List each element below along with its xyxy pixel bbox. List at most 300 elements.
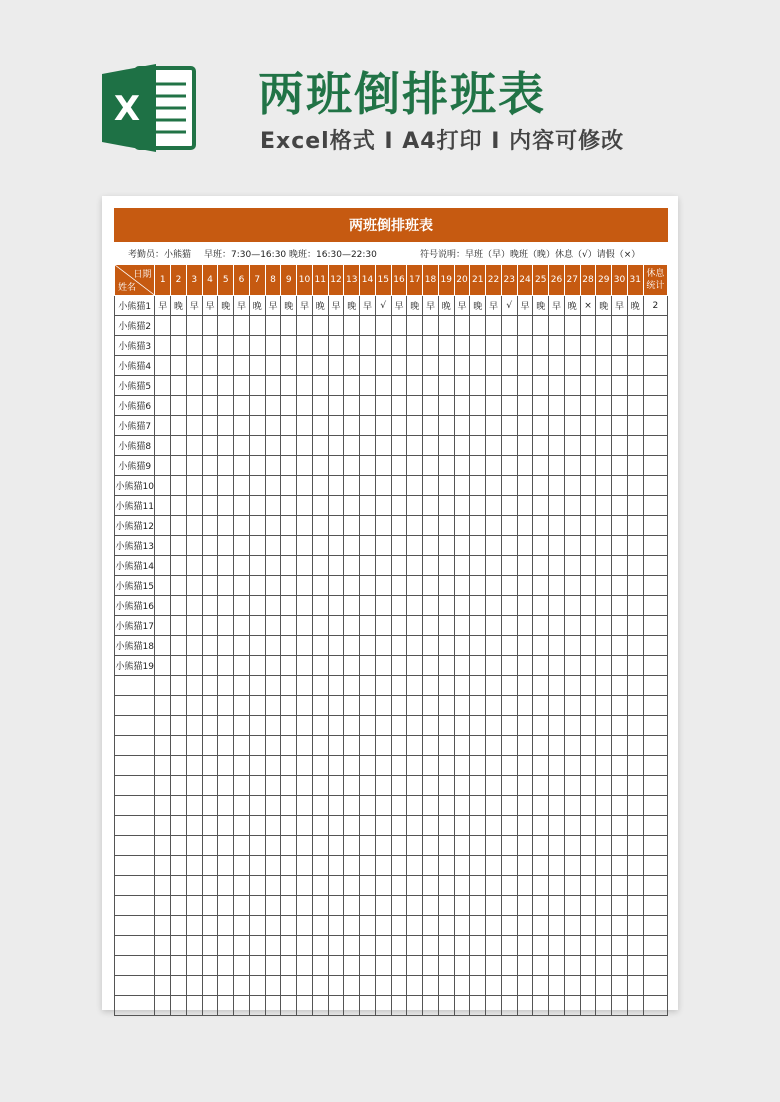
shift-cell[interactable]	[501, 496, 517, 516]
shift-cell[interactable]	[391, 596, 407, 616]
shift-cell[interactable]	[549, 316, 565, 336]
shift-cell[interactable]	[297, 856, 313, 876]
shift-cell[interactable]	[265, 636, 281, 656]
shift-cell[interactable]	[218, 896, 234, 916]
shift-cell[interactable]	[549, 816, 565, 836]
shift-cell[interactable]	[155, 596, 171, 616]
shift-cell[interactable]	[234, 876, 250, 896]
employee-name-cell[interactable]	[115, 956, 155, 976]
shift-cell[interactable]	[344, 496, 360, 516]
shift-cell[interactable]	[375, 896, 391, 916]
shift-cell[interactable]	[202, 336, 218, 356]
shift-cell[interactable]	[171, 876, 187, 896]
shift-cell[interactable]	[501, 896, 517, 916]
shift-cell[interactable]	[281, 936, 297, 956]
shift-cell[interactable]	[171, 616, 187, 636]
shift-cell[interactable]	[360, 876, 376, 896]
shift-cell[interactable]	[391, 516, 407, 536]
shift-cell[interactable]	[391, 496, 407, 516]
shift-cell[interactable]	[596, 376, 612, 396]
rest-count-cell[interactable]	[643, 596, 667, 616]
shift-cell[interactable]	[202, 656, 218, 676]
shift-cell[interactable]	[549, 836, 565, 856]
shift-cell[interactable]	[171, 776, 187, 796]
shift-cell[interactable]	[155, 916, 171, 936]
shift-cell[interactable]	[328, 516, 344, 536]
shift-cell[interactable]	[155, 816, 171, 836]
shift-cell[interactable]	[312, 896, 328, 916]
shift-cell[interactable]	[297, 676, 313, 696]
shift-cell[interactable]	[438, 876, 454, 896]
shift-cell[interactable]	[312, 436, 328, 456]
shift-cell[interactable]	[249, 436, 265, 456]
shift-cell[interactable]	[596, 496, 612, 516]
shift-cell[interactable]	[486, 616, 502, 636]
shift-cell[interactable]	[202, 816, 218, 836]
shift-cell[interactable]	[580, 536, 596, 556]
shift-cell[interactable]	[438, 916, 454, 936]
shift-cell[interactable]	[533, 596, 549, 616]
shift-cell[interactable]	[312, 616, 328, 636]
shift-cell[interactable]	[234, 316, 250, 336]
shift-cell[interactable]	[218, 516, 234, 536]
shift-cell[interactable]	[218, 356, 234, 376]
shift-cell[interactable]	[486, 336, 502, 356]
shift-cell[interactable]	[328, 556, 344, 576]
shift-cell[interactable]	[312, 356, 328, 376]
employee-name-cell[interactable]	[115, 756, 155, 776]
shift-cell[interactable]	[375, 356, 391, 376]
shift-cell[interactable]	[627, 836, 643, 856]
shift-cell[interactable]	[249, 976, 265, 996]
shift-cell[interactable]	[281, 376, 297, 396]
shift-cell[interactable]	[438, 816, 454, 836]
shift-cell[interactable]	[218, 496, 234, 516]
shift-cell[interactable]	[328, 736, 344, 756]
shift-cell[interactable]	[171, 476, 187, 496]
employee-name-cell[interactable]: 小熊猫5	[115, 376, 155, 396]
shift-cell[interactable]	[297, 536, 313, 556]
shift-cell[interactable]	[281, 956, 297, 976]
shift-cell[interactable]	[612, 936, 628, 956]
shift-cell[interactable]	[517, 336, 533, 356]
shift-cell[interactable]	[423, 976, 439, 996]
shift-cell[interactable]	[423, 776, 439, 796]
shift-cell[interactable]	[627, 636, 643, 656]
shift-cell[interactable]	[344, 376, 360, 396]
shift-cell[interactable]	[234, 376, 250, 396]
shift-cell[interactable]	[155, 516, 171, 536]
shift-cell[interactable]	[234, 576, 250, 596]
shift-cell[interactable]	[297, 996, 313, 1016]
shift-cell[interactable]	[486, 376, 502, 396]
shift-cell[interactable]	[407, 496, 423, 516]
shift-cell[interactable]	[564, 656, 580, 676]
shift-cell[interactable]	[533, 796, 549, 816]
employee-name-cell[interactable]: 小熊猫14	[115, 556, 155, 576]
rest-count-cell[interactable]	[643, 556, 667, 576]
shift-cell[interactable]	[328, 396, 344, 416]
shift-cell[interactable]	[218, 756, 234, 776]
shift-cell[interactable]	[312, 496, 328, 516]
shift-cell[interactable]	[549, 516, 565, 536]
shift-cell[interactable]	[344, 416, 360, 436]
shift-cell[interactable]	[596, 976, 612, 996]
shift-cell[interactable]	[391, 456, 407, 476]
shift-cell[interactable]	[360, 516, 376, 536]
shift-cell[interactable]	[312, 536, 328, 556]
shift-cell[interactable]	[549, 896, 565, 916]
shift-cell[interactable]	[265, 376, 281, 396]
shift-cell[interactable]	[627, 996, 643, 1016]
shift-cell[interactable]	[265, 876, 281, 896]
shift-cell[interactable]	[360, 476, 376, 496]
rest-count-cell[interactable]	[643, 416, 667, 436]
shift-cell[interactable]	[627, 616, 643, 636]
shift-cell[interactable]	[564, 556, 580, 576]
shift-cell[interactable]	[517, 776, 533, 796]
shift-cell[interactable]	[596, 936, 612, 956]
shift-cell[interactable]	[234, 696, 250, 716]
shift-cell[interactable]	[281, 796, 297, 816]
shift-cell[interactable]	[249, 496, 265, 516]
rest-count-cell[interactable]	[643, 996, 667, 1016]
shift-cell[interactable]	[171, 636, 187, 656]
shift-cell[interactable]	[312, 516, 328, 536]
shift-cell[interactable]	[281, 696, 297, 716]
shift-cell[interactable]	[486, 576, 502, 596]
shift-cell[interactable]	[533, 916, 549, 936]
shift-cell[interactable]	[407, 956, 423, 976]
shift-cell[interactable]	[580, 856, 596, 876]
shift-cell[interactable]	[486, 316, 502, 336]
shift-cell[interactable]: 晚	[533, 296, 549, 316]
shift-cell[interactable]	[501, 456, 517, 476]
shift-cell[interactable]	[533, 576, 549, 596]
shift-cell[interactable]	[391, 916, 407, 936]
shift-cell[interactable]	[202, 536, 218, 556]
shift-cell[interactable]	[281, 736, 297, 756]
shift-cell[interactable]	[218, 476, 234, 496]
shift-cell[interactable]	[265, 916, 281, 936]
shift-cell[interactable]	[438, 576, 454, 596]
shift-cell[interactable]	[375, 716, 391, 736]
shift-cell[interactable]	[549, 856, 565, 876]
shift-cell[interactable]	[612, 996, 628, 1016]
shift-cell[interactable]	[564, 716, 580, 736]
shift-cell[interactable]	[155, 756, 171, 776]
shift-cell[interactable]	[612, 576, 628, 596]
shift-cell[interactable]	[155, 556, 171, 576]
shift-cell[interactable]	[407, 936, 423, 956]
shift-cell[interactable]	[549, 736, 565, 756]
shift-cell[interactable]	[580, 776, 596, 796]
shift-cell[interactable]	[171, 956, 187, 976]
rest-count-cell[interactable]	[643, 776, 667, 796]
shift-cell[interactable]	[438, 896, 454, 916]
shift-cell[interactable]	[549, 396, 565, 416]
shift-cell[interactable]	[486, 836, 502, 856]
shift-cell[interactable]	[549, 596, 565, 616]
shift-cell[interactable]	[533, 776, 549, 796]
shift-cell[interactable]	[454, 816, 470, 836]
shift-cell[interactable]	[501, 796, 517, 816]
employee-name-cell[interactable]	[115, 836, 155, 856]
shift-cell[interactable]	[596, 736, 612, 756]
employee-name-cell[interactable]: 小熊猫6	[115, 396, 155, 416]
shift-cell[interactable]	[375, 936, 391, 956]
shift-cell[interactable]	[375, 776, 391, 796]
shift-cell[interactable]	[533, 336, 549, 356]
shift-cell[interactable]	[281, 316, 297, 336]
shift-cell[interactable]	[202, 856, 218, 876]
shift-cell[interactable]	[438, 476, 454, 496]
shift-cell[interactable]	[596, 536, 612, 556]
shift-cell[interactable]	[391, 876, 407, 896]
rest-count-cell[interactable]	[643, 396, 667, 416]
shift-cell[interactable]	[218, 336, 234, 356]
shift-cell[interactable]	[612, 856, 628, 876]
shift-cell[interactable]	[407, 376, 423, 396]
shift-cell[interactable]	[312, 476, 328, 496]
shift-cell[interactable]	[454, 576, 470, 596]
shift-cell[interactable]	[580, 836, 596, 856]
shift-cell[interactable]: 早	[155, 296, 171, 316]
shift-cell[interactable]	[517, 356, 533, 376]
shift-cell[interactable]	[627, 876, 643, 896]
shift-cell[interactable]	[375, 336, 391, 356]
employee-name-cell[interactable]	[115, 896, 155, 916]
shift-cell[interactable]	[234, 616, 250, 636]
shift-cell[interactable]	[391, 896, 407, 916]
shift-cell[interactable]	[596, 456, 612, 476]
shift-cell[interactable]	[344, 856, 360, 876]
shift-cell[interactable]	[281, 516, 297, 536]
shift-cell[interactable]	[407, 536, 423, 556]
shift-cell[interactable]	[218, 736, 234, 756]
shift-cell[interactable]	[486, 996, 502, 1016]
shift-cell[interactable]	[265, 416, 281, 436]
shift-cell[interactable]	[580, 716, 596, 736]
shift-cell[interactable]	[549, 376, 565, 396]
shift-cell[interactable]	[218, 856, 234, 876]
shift-cell[interactable]	[501, 776, 517, 796]
shift-cell[interactable]	[328, 796, 344, 816]
shift-cell[interactable]	[407, 476, 423, 496]
rest-count-cell[interactable]	[643, 836, 667, 856]
shift-cell[interactable]	[580, 916, 596, 936]
shift-cell[interactable]	[454, 416, 470, 436]
employee-name-cell[interactable]	[115, 996, 155, 1016]
shift-cell[interactable]	[391, 736, 407, 756]
shift-cell[interactable]	[549, 336, 565, 356]
shift-cell[interactable]	[423, 576, 439, 596]
shift-cell[interactable]	[265, 736, 281, 756]
shift-cell[interactable]	[627, 916, 643, 936]
shift-cell[interactable]	[627, 776, 643, 796]
shift-cell[interactable]	[202, 636, 218, 656]
shift-cell[interactable]	[533, 696, 549, 716]
shift-cell[interactable]	[533, 636, 549, 656]
shift-cell[interactable]	[202, 756, 218, 776]
shift-cell[interactable]	[612, 496, 628, 516]
shift-cell[interactable]	[517, 596, 533, 616]
shift-cell[interactable]	[344, 996, 360, 1016]
shift-cell[interactable]	[218, 536, 234, 556]
shift-cell[interactable]	[391, 476, 407, 496]
shift-cell[interactable]	[344, 756, 360, 776]
shift-cell[interactable]	[423, 596, 439, 616]
shift-cell[interactable]	[596, 956, 612, 976]
shift-cell[interactable]	[423, 796, 439, 816]
shift-cell[interactable]	[454, 496, 470, 516]
shift-cell[interactable]	[218, 716, 234, 736]
shift-cell[interactable]	[486, 896, 502, 916]
shift-cell[interactable]	[627, 856, 643, 876]
shift-cell[interactable]	[360, 916, 376, 936]
shift-cell[interactable]	[281, 416, 297, 436]
shift-cell[interactable]	[564, 816, 580, 836]
shift-cell[interactable]	[328, 356, 344, 376]
shift-cell[interactable]	[454, 316, 470, 336]
shift-cell[interactable]	[171, 996, 187, 1016]
shift-cell[interactable]	[407, 696, 423, 716]
shift-cell[interactable]	[344, 396, 360, 416]
rest-count-cell[interactable]	[643, 856, 667, 876]
shift-cell[interactable]	[249, 896, 265, 916]
shift-cell[interactable]	[328, 456, 344, 476]
shift-cell[interactable]	[375, 856, 391, 876]
shift-cell[interactable]	[517, 476, 533, 496]
shift-cell[interactable]	[265, 476, 281, 496]
shift-cell[interactable]	[328, 596, 344, 616]
shift-cell[interactable]	[218, 416, 234, 436]
shift-cell[interactable]	[549, 416, 565, 436]
shift-cell[interactable]	[627, 416, 643, 436]
shift-cell[interactable]	[171, 756, 187, 776]
shift-cell[interactable]	[186, 876, 202, 896]
shift-cell[interactable]	[580, 556, 596, 576]
shift-cell[interactable]	[486, 436, 502, 456]
rest-count-cell[interactable]	[643, 716, 667, 736]
shift-cell[interactable]	[375, 796, 391, 816]
shift-cell[interactable]	[470, 916, 486, 936]
shift-cell[interactable]	[328, 996, 344, 1016]
shift-cell[interactable]	[580, 416, 596, 436]
employee-name-cell[interactable]	[115, 816, 155, 836]
shift-cell[interactable]	[533, 996, 549, 1016]
shift-cell[interactable]	[517, 956, 533, 976]
shift-cell[interactable]	[486, 696, 502, 716]
shift-cell[interactable]	[549, 676, 565, 696]
shift-cell[interactable]	[218, 676, 234, 696]
shift-cell[interactable]	[391, 676, 407, 696]
shift-cell[interactable]	[580, 336, 596, 356]
shift-cell[interactable]	[549, 796, 565, 816]
shift-cell[interactable]	[265, 936, 281, 956]
shift-cell[interactable]	[391, 976, 407, 996]
shift-cell[interactable]	[328, 876, 344, 896]
rest-count-cell[interactable]	[643, 676, 667, 696]
shift-cell[interactable]	[297, 396, 313, 416]
shift-cell[interactable]	[486, 956, 502, 976]
shift-cell[interactable]	[438, 956, 454, 976]
shift-cell[interactable]	[375, 836, 391, 856]
shift-cell[interactable]	[375, 476, 391, 496]
shift-cell[interactable]	[344, 516, 360, 536]
shift-cell[interactable]	[486, 476, 502, 496]
shift-cell[interactable]	[171, 416, 187, 436]
shift-cell[interactable]	[596, 396, 612, 416]
shift-cell[interactable]	[470, 956, 486, 976]
shift-cell[interactable]	[423, 436, 439, 456]
shift-cell[interactable]	[202, 596, 218, 616]
shift-cell[interactable]	[517, 696, 533, 716]
rest-count-cell[interactable]	[643, 496, 667, 516]
shift-cell[interactable]	[312, 796, 328, 816]
employee-name-cell[interactable]: 小熊猫3	[115, 336, 155, 356]
shift-cell[interactable]	[328, 536, 344, 556]
shift-cell[interactable]	[265, 696, 281, 716]
shift-cell[interactable]	[533, 716, 549, 736]
shift-cell[interactable]	[438, 716, 454, 736]
shift-cell[interactable]	[360, 776, 376, 796]
shift-cell[interactable]	[596, 476, 612, 496]
shift-cell[interactable]	[249, 776, 265, 796]
shift-cell[interactable]	[202, 836, 218, 856]
shift-cell[interactable]	[533, 496, 549, 516]
shift-cell[interactable]	[454, 736, 470, 756]
shift-cell[interactable]	[312, 956, 328, 976]
shift-cell[interactable]	[501, 616, 517, 636]
shift-cell[interactable]	[249, 716, 265, 736]
shift-cell[interactable]	[580, 736, 596, 756]
shift-cell[interactable]	[375, 696, 391, 716]
shift-cell[interactable]	[218, 616, 234, 636]
shift-cell[interactable]	[249, 336, 265, 356]
shift-cell[interactable]	[186, 456, 202, 476]
shift-cell[interactable]	[501, 316, 517, 336]
shift-cell[interactable]	[360, 356, 376, 376]
shift-cell[interactable]	[171, 676, 187, 696]
shift-cell[interactable]	[612, 976, 628, 996]
shift-cell[interactable]	[391, 316, 407, 336]
shift-cell[interactable]	[423, 616, 439, 636]
shift-cell[interactable]	[249, 636, 265, 656]
shift-cell[interactable]	[423, 656, 439, 676]
shift-cell[interactable]	[517, 896, 533, 916]
shift-cell[interactable]	[564, 936, 580, 956]
shift-cell[interactable]	[533, 876, 549, 896]
shift-cell[interactable]	[186, 836, 202, 856]
shift-cell[interactable]	[564, 336, 580, 356]
shift-cell[interactable]	[155, 856, 171, 876]
shift-cell[interactable]	[360, 756, 376, 776]
shift-cell[interactable]	[596, 616, 612, 636]
shift-cell[interactable]	[186, 736, 202, 756]
shift-cell[interactable]	[391, 356, 407, 376]
shift-cell[interactable]	[407, 556, 423, 576]
shift-cell[interactable]	[312, 636, 328, 656]
employee-name-cell[interactable]: 小熊猫2	[115, 316, 155, 336]
shift-cell[interactable]	[312, 376, 328, 396]
employee-name-cell[interactable]	[115, 976, 155, 996]
shift-cell[interactable]	[612, 376, 628, 396]
shift-cell[interactable]	[360, 336, 376, 356]
shift-cell[interactable]	[438, 376, 454, 396]
rest-count-cell[interactable]	[643, 316, 667, 336]
shift-cell[interactable]	[580, 456, 596, 476]
